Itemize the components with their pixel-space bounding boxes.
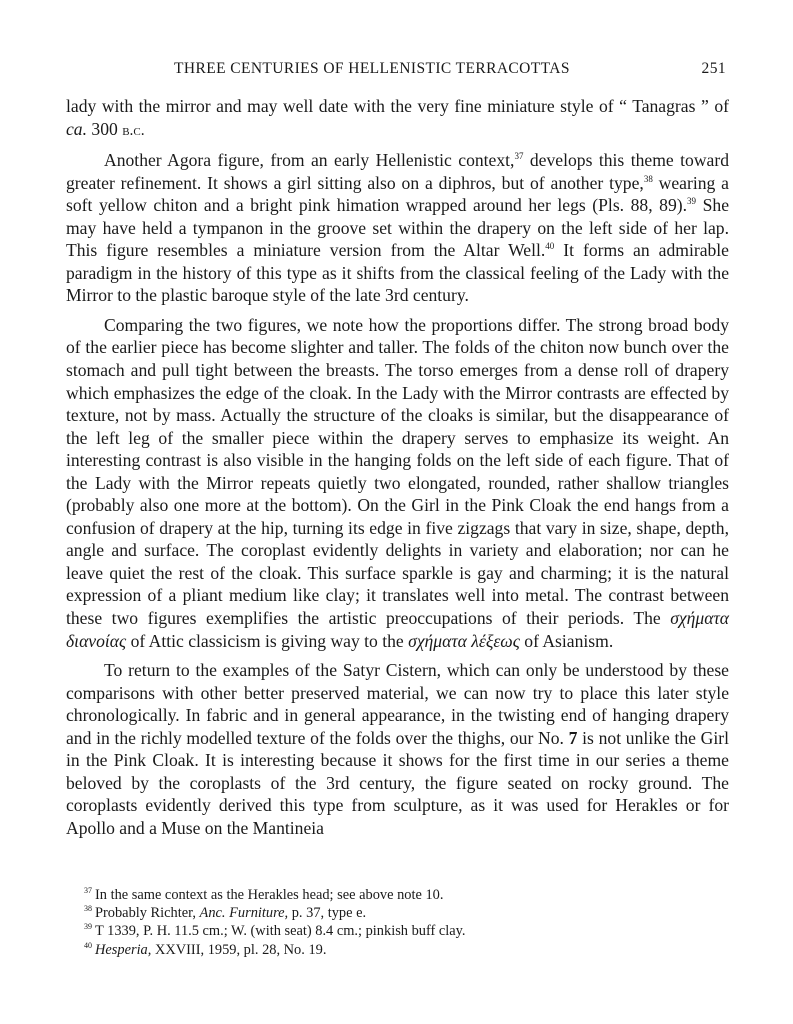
footnote-38-title: Anc. Furniture, [199,905,289,922]
bc-abbrev: b.c. [122,121,145,139]
greek-phrase-2: σχήματα λέξεως [408,630,520,651]
footnote-38-text-a: Probably Richter, [95,905,200,922]
footnote-39-number: 39 [84,922,92,932]
footnote-37-number: 37 [84,886,92,895]
greek-phrase-1: σχήματα διανοίας [66,608,729,651]
paragraph-3-text: Comparing the two figures, we note how the proportions differ. The strong broad body of the earlier piece has become slighter and taller. The folds of the chiton now bunch over the stomach and pull tight between the breasts. The torso emerges from a dense roll of drapery which emphasizes the edge of the cloak. In the Lady with the Mirror contrasts are effected by texture, not by mass. Actually the structure of the cloaks is similar, but the disappearance of the left leg of the smaller piece within the drapery serves to emphasize its weight. An interesting contrast is also visible in the hanging folds on the left side of each figure. That of the Lady with the Mirror repeats quietly two elongated, rounded, rather shallow triangles (probably also one more at the bottom). On the Girl in the Pink Cloak the end hangs from a confusion of drapery at the hip, turning its edge in five zigzags that vary in size, shape, depth, angle and surface. The coroplast evidently delights in variety and elaboration; nor can he leave quiet the rest of the cloak. This surface sparkle is gay and charming; it is the natural expression of a pliant medium like clay; it translates well into metal. The contrast between these two figures exemplifies the artistic preoccupations of their periods. The [66,314,729,629]
paragraph-3-end: of Asianism. [519,630,614,651]
paragraph-4 [66,659,729,839]
running-header [66,60,729,82]
circa-abbrev: ca. [66,118,88,139]
footnote-37-text: In the same context as the Herakles head; see above note 10. [95,887,444,903]
note-ref-39[interactable]: 39 [687,196,697,207]
footnote-40-title: Hesperia, [95,941,152,958]
paragraph-4-part-b: is not unlike the Girl in the Pink Cloak. It is interesting because it shows for the first time in our series a theme beloved by the coroplasts of the 3rd century, the figure seated on rocky ground. The coroplasts evidently derived this type from sculpture, as it was used for Herakles or for Apollo and a Muse on the Mantineia [66,727,729,838]
paragraph-2 [66,149,729,307]
footnote-40-number: 40 [84,940,92,950]
paragraph-2-part-b: develops this theme toward greater refinement. It shows a girl sitting also on a diphros, but of another type, [66,150,729,193]
paragraph-1-text: lady with the mirror and may well date with the very fine miniature style of “ Tanagras ” of [66,96,729,116]
page-number: 251 [701,60,726,77]
note-ref-38[interactable]: 38 [643,173,653,184]
note-ref-37[interactable]: 37 [514,151,524,162]
paragraph-2-part-e: It forms an admirable paradigm in the history of this type as it shifts from the classical feeling of the Lady with the Mirror to the plastic baroque style of the late 3rd century. [66,240,729,306]
body-text [66,95,729,847]
footnote-40 [84,941,704,959]
paragraph-3 [66,314,729,652]
footnote-37 [84,886,704,904]
paragraph-2-part-c: wearing a soft yellow chiton and a bright pink himation wrapped around her legs (Pls. 88, 89). [66,172,729,216]
catalogue-number: 7 [568,727,578,748]
note-ref-40[interactable]: 40 [545,241,555,252]
paragraph-4-part-a: To return to the examples of the Satyr Cistern, which can only be understood by these comparisons with other better preserved material, we can now try to place this later style chronologically. In fabric and in general appearance, in the twisting end of hanging drapery and in the richly modelled texture of the folds over the thighs, our No. [66,660,729,748]
paragraph-3-mid: of Attic classicism is giving way to the [126,630,409,651]
footnote-38-number: 38 [84,904,92,914]
paragraph-2-part-d: She may have held a tympanon in the groove set within the drapery on the left side of her lap. This figure resembles a miniature version from the Altar Well. [66,195,729,261]
footnote-40-text: XXVIII, 1959, pl. 28, No. 19. [151,941,327,958]
footnote-38-text-b: p. 37, type e. [288,905,367,922]
footnotes [84,886,704,959]
paragraph-1 [66,95,729,142]
footnote-39-text: T 1339, P. H. 11.5 cm.; W. (with seat) 8.4 cm.; pinkish buff clay. [95,923,466,940]
footnote-38 [84,904,704,922]
footnote-39 [84,922,704,940]
running-title: THREE CENTURIES OF HELLENISTIC TERRACOTTAS [174,60,570,77]
paragraph-2-part-a: Another Agora figure, from an early Hellenistic context, [104,150,515,171]
date-value: 300 [87,118,123,139]
